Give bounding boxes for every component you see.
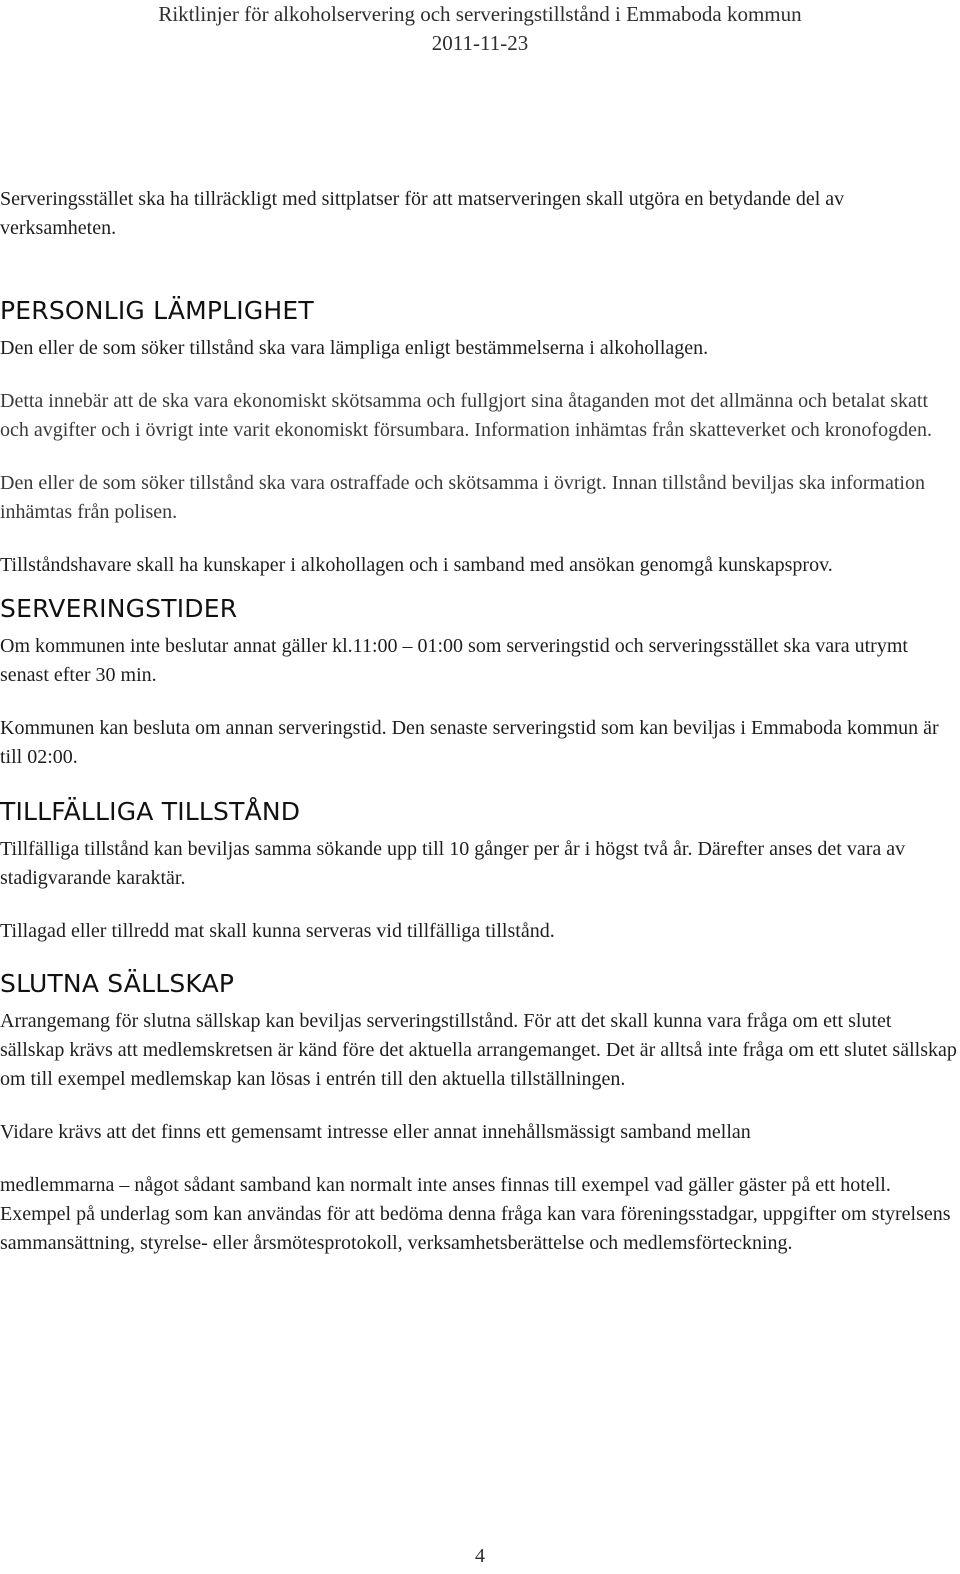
personlig-paragraph-4: Tillståndshavare skall ha kunskaper i alkohollagen och i samband med ansökan genomgå kunskapsprov. xyxy=(0,554,833,576)
heading-slutna-sallskap: SLUTNA SÄLLSKAP xyxy=(0,969,235,998)
page-number: 4 xyxy=(475,1545,485,1567)
heading-serveringstider: SERVERINGSTIDER xyxy=(0,594,238,623)
serveringstider-paragraph-2: Kommunen kan besluta om annan serveringstid. Den senaste serveringstid som kan beviljas i Emmaboda kommun är till 02:00. xyxy=(0,717,939,768)
intro-paragraph: Serveringsstället ska ha tillräckligt med sittplatser för att matserveringen skall utgöra en betydande del av verksamheten. xyxy=(0,188,845,239)
serveringstider-paragraph-1: Om kommunen inte beslutar annat gäller kl.11:00 – 01:00 som serveringstid och serveringsstället ska vara utrymt senast efter 30 min. xyxy=(0,635,908,686)
page-header xyxy=(0,0,960,58)
tillfalliga-paragraph-1: Tillfälliga tillstånd kan beviljas samma sökande upp till 10 gånger per år i högst två år. Därefter anses det vara av stadigvarande karaktär. xyxy=(0,838,906,889)
document-title: Riktlinjer för alkoholservering och serveringstillstånd i Emmaboda kommun xyxy=(158,2,802,26)
slutna-paragraph-2: Vidare krävs att det finns ett gemensamt intresse eller annat innehållsmässigt samband mellan xyxy=(0,1121,751,1143)
personlig-paragraph-2: Detta innebär att de ska vara ekonomiskt skötsamma och fullgjort sina åtaganden mot det allmänna och betalat skatt och avgifter och i övrigt inte varit ekonomiskt försumbara. Information inhämtas från skatteverket och kronofogden. xyxy=(0,390,932,441)
document-body xyxy=(0,185,958,1258)
slutna-paragraph-1: Arrangemang för slutna sällskap kan beviljas serveringstillstånd. För att det skall kunna vara fråga om ett slutet sällskap krävs att medlemskretsen är känd före det aktuella arrangemanget. Det är alltså inte fråga om ett slutet sällskap om till exempel medlemskap kan lösas i entrén till den aktuella tillställningen. xyxy=(0,1010,957,1090)
personlig-paragraph-1: Den eller de som söker tillstånd ska vara lämpliga enligt bestämmelserna i alkohollagen. xyxy=(0,337,709,359)
heading-personlig-lamplighet: PERSONLIG LÄMPLIGHET xyxy=(0,296,314,325)
heading-tillfalliga-tillstand: TILLFÄLLIGA TILLSTÅND xyxy=(0,797,301,826)
tillfalliga-paragraph-2: Tillagad eller tillredd mat skall kunna serveras vid tillfälliga tillstånd. xyxy=(0,920,555,942)
slutna-paragraph-3: medlemmarna – något sådant samband kan normalt inte anses finnas till exempel vad gäller gäster på ett hotell. Exempel på underlag som kan användas för att bedöma denna fråga kan vara föreningsstadgar, uppgifter om styrelsens sammansättning, styrelse- eller årsmötesprotokoll, verksamhetsberättelse och medlemsförteckning. xyxy=(0,1174,951,1254)
personlig-paragraph-3: Den eller de som söker tillstånd ska vara ostraffade och skötsamma i övrigt. Innan tillstånd beviljas ska information inhämtas från polisen. xyxy=(0,472,925,523)
document-date: 2011-11-23 xyxy=(431,31,529,55)
